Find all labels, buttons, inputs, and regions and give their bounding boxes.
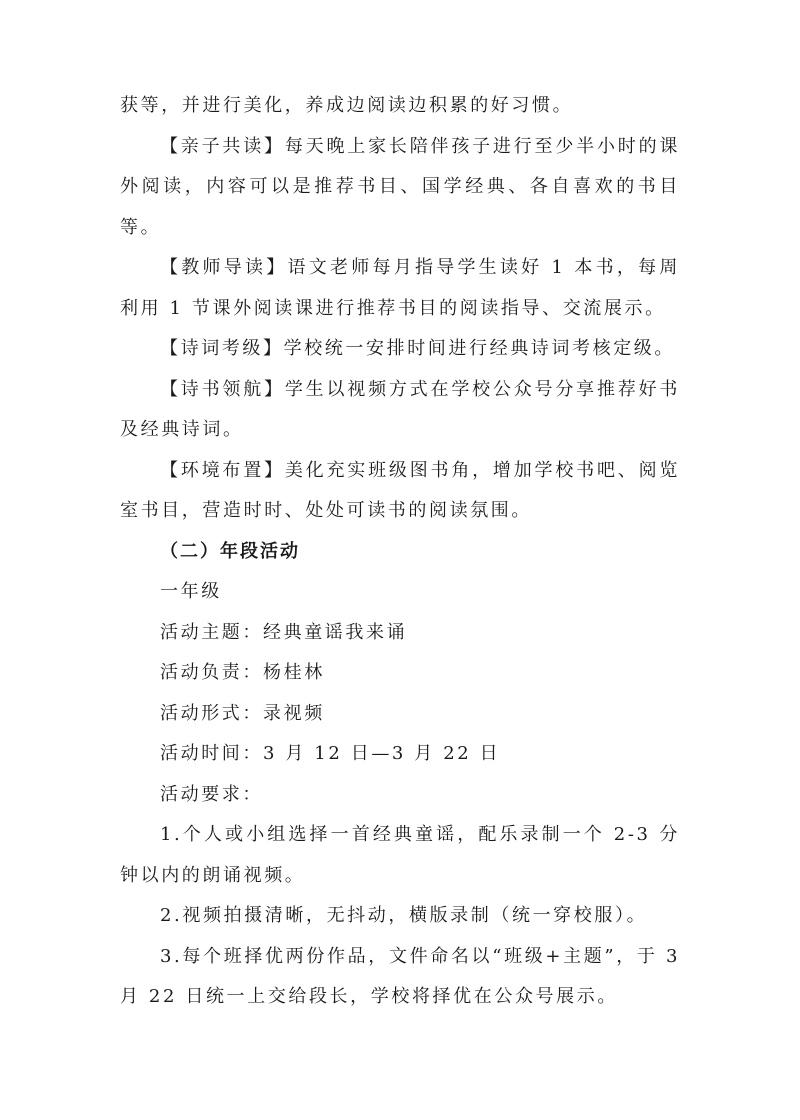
section-heading: （二）年段活动 bbox=[160, 540, 300, 562]
paragraph-parent-child-reading: 【亲子共读】每天晚上家长陪伴孩子进行至少半小时的课外阅读，内容可以是推荐书目、国学经典、各自喜欢的书目等。 bbox=[120, 135, 680, 238]
paragraph-teacher-guided-reading: 【教师导读】语文老师每月指导学生读好 1 本书，每周利用 1 节课外阅读课进行推荐书目的阅读指导、交流展示。 bbox=[120, 257, 680, 319]
paragraph-continuation: 获等，并进行美化，养成边阅读边积累的好习惯。 bbox=[120, 95, 574, 116]
requirement-item: 3.每个班择优两份作品，文件命名以“班级+主题”，于 3 月 22 日统一上交给段长，学校将择优在公众号展示。 bbox=[120, 945, 680, 1007]
document-page bbox=[120, 86, 680, 1018]
requirement-item: 2.视频拍摄清晰，无抖动，横版录制（统一穿校服）。 bbox=[160, 905, 648, 926]
activity-time: 活动时间：3 月 12 日—3 月 22 日 bbox=[160, 743, 501, 764]
paragraph-poetry-grading: 【诗词考级】学校统一安排时间进行经典诗词考核定级。 bbox=[160, 338, 675, 359]
paragraph-poetry-books-navigation: 【诗书领航】学生以视频方式在学校公众号分享推荐好书及经典诗词。 bbox=[120, 378, 680, 440]
activity-requirements-label: 活动要求： bbox=[160, 783, 263, 805]
activity-format: 活动形式：录视频 bbox=[160, 702, 325, 724]
activity-leader: 活动负责：杨桂林 bbox=[160, 662, 325, 683]
grade-label: 一年级 bbox=[160, 581, 222, 602]
paragraph-environment-layout: 【环境布置】美化充实班级图书角，增加学校书吧、阅览室书目，营造时时、处处可读书的阅读氛围。 bbox=[120, 459, 680, 521]
activity-theme: 活动主题：经典童谣我来诵 bbox=[160, 621, 408, 643]
requirement-item: 1.个人或小组选择一首经典童谣，配乐录制一个 2-3 分钟以内的朗诵视频。 bbox=[120, 824, 680, 886]
